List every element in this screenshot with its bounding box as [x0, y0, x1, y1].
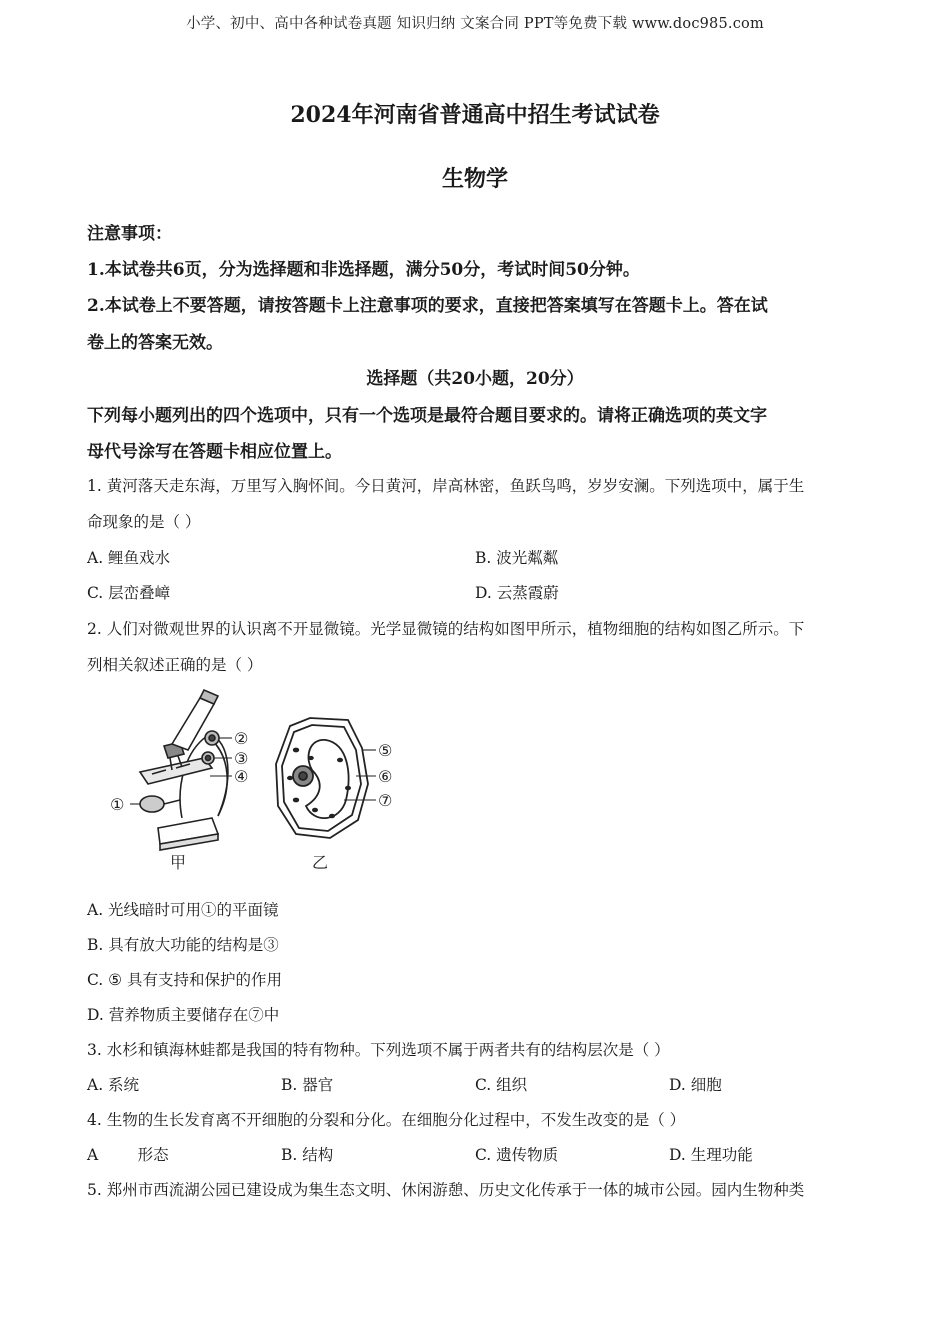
section-title: 选择题（共20小题，20分）	[366, 369, 584, 389]
microscope-marker-2: ②	[234, 729, 249, 748]
question-3-option-c: C. 组织	[475, 1076, 528, 1094]
section-instruction-line-2: 母代号涂写在答题卡相应位置上。	[87, 442, 342, 462]
notice-item-2-line-2: 卷上的答案无效。	[87, 333, 223, 353]
question-1-option-d: D. 云蒸霞蔚	[475, 584, 559, 602]
exam-title: 2024年河南省普通高中招生考试试卷	[290, 102, 660, 128]
subject-title: 生物学	[441, 166, 508, 192]
microscope-drawing	[140, 690, 228, 850]
question-3-option-d: D. 细胞	[669, 1076, 722, 1094]
notice-heading: 注意事项：	[87, 224, 172, 244]
question-3-option-a: A. 系统	[87, 1076, 140, 1094]
question-2-stem-line-1: 2. 人们对微观世界的认识离不开显微镜。光学显微镜的结构如图甲所示，植物细胞的结构如图乙所示。下	[87, 620, 805, 638]
cell-marker-7: ⑦	[378, 791, 393, 810]
question-1-option-b: B. 波光粼粼	[475, 549, 559, 567]
question-3-option-b: B. 器官	[281, 1076, 334, 1094]
notice-item-2-line-1: 2.本试卷上不要答题，请按答题卡上注意事项的要求，直接把答案填写在答题卡上。答在试	[87, 296, 768, 316]
question-2-option-b: B. 具有放大功能的结构是③	[87, 936, 279, 954]
question-4-option-d: D. 生理功能	[669, 1146, 753, 1164]
question-4-option-c: C. 遗传物质	[475, 1146, 559, 1164]
figure-label-yi: 乙	[312, 853, 329, 872]
question-1-stem-line-2: 命现象的是（ ）	[87, 513, 201, 531]
cell-marker-5: ⑤	[378, 741, 393, 760]
question-5-stem: 5. 郑州市西流湖公园已建设成为集生态文明、休闲游憩、历史文化传承于一体的城市公园。园内生物种类	[87, 1181, 805, 1199]
question-1-option-c: C. 层峦叠嶂	[87, 584, 171, 602]
question-4-stem: 4. 生物的生长发育离不开细胞的分裂和分化。在细胞分化过程中，不发生改变的是（ ）	[87, 1111, 686, 1129]
question-3-stem: 3. 水杉和镇海林蛙都是我国的特有物种。下列选项不属于两者共有的结构层次是（ ）	[87, 1041, 670, 1059]
question-1-option-a: A. 鲤鱼戏水	[87, 549, 171, 567]
microscope-marker-3: ③	[234, 749, 249, 768]
question-2-stem-line-2: 列相关叙述正确的是（ ）	[87, 656, 263, 674]
question-2-option-c: C. ⑤ 具有支持和保护的作用	[87, 971, 282, 989]
question-4-option-b: B. 结构	[281, 1146, 334, 1164]
section-instruction-line-1: 下列每小题列出的四个选项中，只有一个选项是最符合题目要求的。请将正确选项的英文字	[87, 406, 767, 426]
question-2-option-a: A. 光线暗时可用①的平面镜	[87, 901, 279, 919]
figure-label-jia: 甲	[170, 853, 187, 872]
question-2-figure	[100, 688, 400, 878]
page-header: 小学、初中、高中各种试卷真题 知识归纳 文案合同 PPT等免费下载 www.doc985.com	[186, 16, 764, 32]
question-2-option-d: D. 营养物质主要储存在⑦中	[87, 1006, 280, 1024]
microscope-marker-4: ④	[234, 767, 249, 786]
cell-marker-6: ⑥	[378, 767, 393, 786]
microscope-marker-1: ①	[110, 795, 125, 814]
question-1-stem-line-1: 1. 黄河落天走东海，万里写入胸怀间。今日黄河，岸高林密，鱼跃鸟鸣，岁岁安澜。下列选项中，属于生	[87, 477, 805, 495]
notice-item-1: 1.本试卷共6页，分为选择题和非选择题，满分50分，考试时间50分钟。	[87, 260, 640, 280]
question-4-option-a: A 形态	[87, 1146, 169, 1164]
